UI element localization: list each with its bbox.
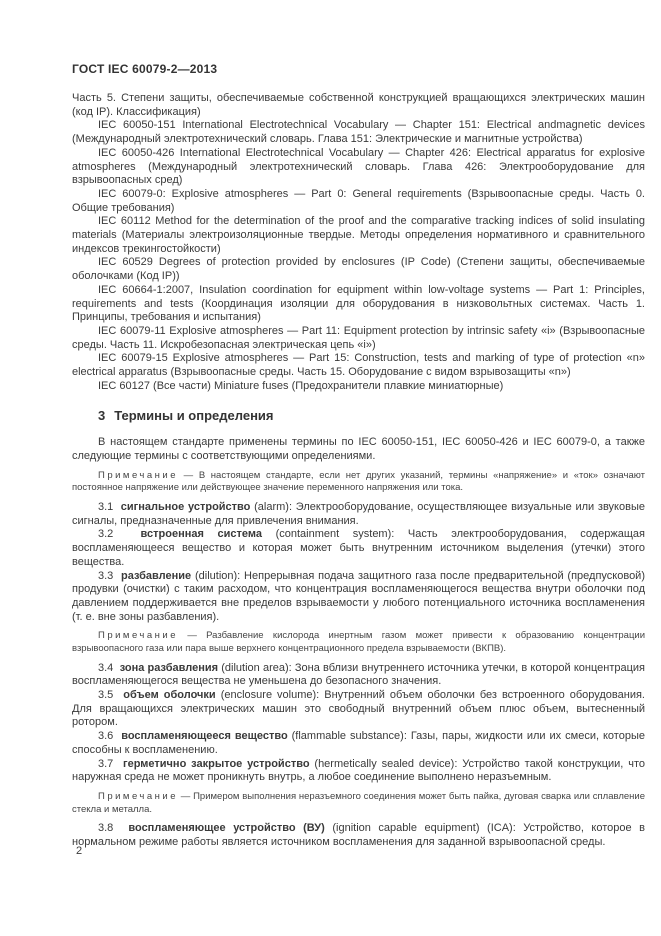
reference-paragraph: IEC 60664-1:2007, Insulation coordination for equipment within low-voltage systems — Part 1: Principles, requirements and tests (Координация изоляции для оборудования в низковольтных системах. Часть 1. Принципы, требования и испытания) xyxy=(72,283,645,324)
definition-text: (hermetically sealed device): Устройство такой конструкции, что наружная среда не может проникнуть внутрь, а любое соединение выполнено неразъемным. xyxy=(72,757,645,784)
definition-text: (alarm): Электрооборудование, осуществляющее визуальные или звуковые сигналы, предназначенные для привлечения внимания. xyxy=(72,501,645,527)
note-paragraph xyxy=(72,791,645,816)
definition-term: воспламеняющееся вещество xyxy=(121,730,288,743)
reference-paragraph: Часть 5. Степени защиты, обеспечиваемые собственной конструкцией вращающихся электрических машин (код IP). Классификация) xyxy=(72,92,645,118)
note-label: Примечание xyxy=(98,630,178,642)
definition-text: (containment system): Часть электрооборудования, содержащая воспламеняющееся вещество и которая может быть внутренним источником выделения (утечки) этого вещества. xyxy=(72,528,645,568)
definition-term: герметично закрытое устройство xyxy=(123,757,310,770)
definition-3-2 xyxy=(72,528,645,569)
document-header: ГОСТ IEC 60079-2—2013 xyxy=(72,62,218,76)
note-text: — Разбавление кислорода инертным газом может привести к образованию концентрации взрывоопасного газа или пара выше верхнего концентрационного предела взрываемости (ВКПВ). xyxy=(72,630,645,654)
section-heading xyxy=(72,408,645,423)
definition-text: (enclosure volume): Внутренний объем оболочки без встроенного оборудования. Для вращающихся электрических машин это свободный внутренний объем плюс объем, вытесненный ротором. xyxy=(72,688,645,729)
definition-3-5 xyxy=(72,689,645,730)
reference-paragraph: IEC 60050-426 International Electrotechnical Vocabulary — Chapter 426: Electrical apparatus for explosive atmospheres (Международный электротехнический словарь. Глава 426: Электрооборудование для взрывоопасных сред) xyxy=(72,146,645,187)
reference-paragraph: IEC 60079-0: Explosive atmospheres — Part 0: General requirements (Взрывоопасные среды. Часть 0. Общие требования) xyxy=(72,187,645,214)
definition-number: 3.2 xyxy=(98,528,114,541)
page-number: 2 xyxy=(76,845,83,857)
page-content xyxy=(72,62,645,850)
definition-term: разбавление xyxy=(120,569,192,582)
definition-text: (flammable substance): Газы, пары, жидкости или их смеси, которые способны к воспламенению. xyxy=(72,730,645,756)
definition-text: (ignition capable equipment) (ICA): Устройство, которое в нормальном режиме работы является источником воспламенения для заданной взрывоопасной среды. xyxy=(72,822,646,848)
definition-number: 3.4 xyxy=(98,661,114,674)
definition-term: зона разбавления xyxy=(119,661,219,674)
reference-paragraph: IEC 60529 Degrees of protection provided by enclosures (IP Code) (Степени защиты, обеспечиваемые оболочками (Код IP)) xyxy=(72,256,645,283)
definition-3-3 xyxy=(72,570,645,625)
note-paragraph xyxy=(72,630,645,655)
definition-number: 3.1 xyxy=(98,501,114,514)
section-title: Термины и определения xyxy=(114,408,274,424)
definition-3-1 xyxy=(72,501,645,528)
section-intro-paragraph: В настоящем стандарте применены термины по IEC 60050-151, IEC 60050-426 и IEC 60079-0, а также следующие термины с соответствующими определениями. xyxy=(72,436,645,463)
note-text: — В настоящем стандарте, если нет других указаний, термины «напряжение» и «ток» означают постоянное напряжение или действующее значение переменного напряжения или тока. xyxy=(72,469,645,494)
definition-3-6 xyxy=(72,730,645,757)
definition-number: 3.8 xyxy=(98,822,114,835)
definition-number: 3.5 xyxy=(98,688,114,701)
definition-term: встроенная система xyxy=(140,528,262,541)
reference-paragraph: IEC 60079-15 Explosive atmospheres — Part 15: Construction, tests and marking of type of protection «n» electrical apparatus (Взрывоопасные среды. Часть 15. Оборудование с видом взрывозащиты «n») xyxy=(72,352,645,379)
reference-paragraph: IEC 60112 Method for the determination of the proof and the comparative tracking indices of solid insulating materials (Материалы электроизоляционные твердые. Методы определения нормативного и сравнительного индексов трекингостойкости) xyxy=(72,215,645,255)
definition-number: 3.6 xyxy=(98,730,114,743)
definition-text: (dilution): Непрерывная подача защитного газа после предварительной (предпусковой) продувки (очистки) с таким расходом, что концентрация воспламеняющегося вещества внутри оболочки под давлением поддерживается вне пределов взрываемости у любого потенциального источника воспламенения (т. е. вне зоны разбавления). xyxy=(72,569,645,623)
definition-term: сигнальное устройство xyxy=(120,501,251,514)
note-paragraph xyxy=(72,470,645,495)
definition-text: (dilution area): Зона вблизи внутреннего источника утечки, в которой концентрация воспламеняющегося вещества не уменьшена до безопасного значения. xyxy=(72,661,645,688)
definition-number: 3.3 xyxy=(98,569,114,582)
definition-number: 3.7 xyxy=(98,757,114,770)
reference-paragraph: IEC 60079-11 Explosive atmospheres — Part 11: Equipment protection by intrinsic safety «i» (Взрывоопасные среды. Часть 11. Искробезопасная электрическая цепь «i») xyxy=(72,324,645,351)
reference-paragraph: IEC 60127 (Все части) Miniature fuses (Предохранители плавкие миниатюрные) xyxy=(98,379,504,392)
section-number: 3 xyxy=(98,408,106,424)
definition-term: воспламеняющее устройство (ВУ) xyxy=(128,822,325,835)
definition-term: объем оболочки xyxy=(123,688,216,701)
reference-paragraph: IEC 60050-151 International Electrotechnical Vocabulary — Chapter 151: Electrical andmagnetic devices (Международный электротехнический словарь. Глава 151: Электрические и магнитные устройства) xyxy=(72,119,645,146)
definition-3-4 xyxy=(72,662,645,689)
note-label: Примечание xyxy=(98,469,178,481)
definition-3-8 xyxy=(72,822,645,849)
note-label: Примечание xyxy=(98,790,178,802)
note-text: — Примером выполнения неразъемного соединения может быть пайка, дуговая сварка или сплавление стекла и металла. xyxy=(72,790,645,815)
definition-3-7 xyxy=(72,758,645,785)
